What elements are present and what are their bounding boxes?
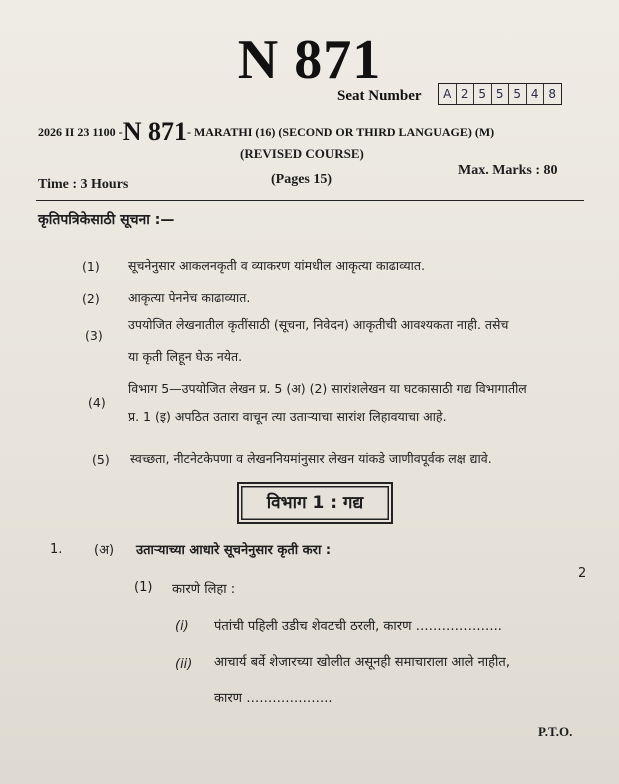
time-allowed: Time : 3 Hours	[38, 177, 129, 192]
instruction-text: प्र. 1 (इ) अपठित उतारा वाचून त्या उताऱ्याचा सारांश लिहावयाचा आहे.	[128, 409, 447, 424]
seat-digit: 5	[509, 84, 527, 104]
header-divider	[36, 200, 584, 201]
seat-digit: 5	[492, 84, 510, 104]
instruction-number: (5)	[92, 452, 110, 467]
seat-digit: 2	[457, 84, 475, 104]
question-part: (अ)	[94, 543, 115, 558]
paper-line-prefix: 2026 II 23 1100 -	[38, 125, 123, 139]
seat-digit: 5	[474, 84, 492, 104]
max-marks: Max. Marks : 80	[458, 163, 558, 178]
item-number: (ii)	[175, 657, 193, 672]
question-prompt: उताऱ्याच्या आधारे सूचनेनुसार कृती करा :	[136, 543, 332, 558]
item-text: पंतांची पहिली उडीच शेवटची ठरली, कारण ………………..	[214, 619, 502, 634]
instructions-heading: कृतिपत्रिकेसाठी सूचना :—	[38, 212, 175, 228]
seat-digit: A	[439, 84, 457, 104]
section-heading: विभाग 1 : गद्य	[237, 482, 393, 524]
instruction-number: (2)	[82, 291, 100, 306]
paper-line-suffix: - MARATHI (16) (SECOND OR THIRD LANGUAGE) (M)	[186, 125, 495, 139]
instruction-text: सूचनेनुसार आकलनकृती व व्याकरण यांमधील आकृत्या काढाव्यात.	[128, 258, 425, 273]
subquestion-prompt: कारणे लिहा :	[172, 582, 236, 597]
seat-number-boxes	[438, 83, 562, 105]
item-text: आचार्य बर्वे शेजारच्या खोलीत असूनही समाचाराला आले नाहीत,	[214, 655, 510, 670]
item-text: कारण ………………..	[214, 691, 333, 706]
instruction-text: उपयोजित लेखनातील कृतींसाठी (सूचना, निवेदन) आकृतीची आवश्यकता नाही. तसेच	[128, 317, 509, 332]
instruction-text: विभाग 5—उपयोजित लेखन प्र. 5 (अ) (2) सारांशलेखन या घटकासाठी गद्य विभागातील	[128, 381, 527, 396]
paper-code: N 871	[237, 29, 382, 91]
seat-digit: 4	[527, 84, 545, 104]
subquestion-number: (1)	[134, 580, 153, 595]
paper-line-code: N 871	[122, 117, 187, 146]
page-turn-note: P.T.O.	[538, 724, 573, 739]
instruction-text: स्वच्छता, नीटनेटकेपणा व लेखननियमांनुसार लेखन यांकडे जाणीवपूर्वक लक्ष द्यावे.	[130, 451, 492, 466]
instruction-number: (4)	[88, 395, 106, 410]
revised-course: (REVISED COURSE)	[240, 146, 364, 161]
instruction-number: (3)	[85, 328, 103, 343]
paper-line	[38, 117, 494, 147]
page-count: (Pages 15)	[271, 172, 333, 187]
instruction-text: या कृती लिहून घेऊ नयेत.	[128, 349, 243, 364]
question-number: 1.	[50, 542, 63, 557]
seat-digit: 8	[548, 87, 557, 101]
seat-number-label: Seat Number	[337, 88, 422, 104]
instruction-text: आकृत्या पेननेच काढाव्यात.	[128, 290, 251, 305]
instruction-number: (1)	[82, 259, 100, 274]
item-number: (i)	[175, 619, 189, 634]
question-marks: 2	[578, 566, 587, 581]
